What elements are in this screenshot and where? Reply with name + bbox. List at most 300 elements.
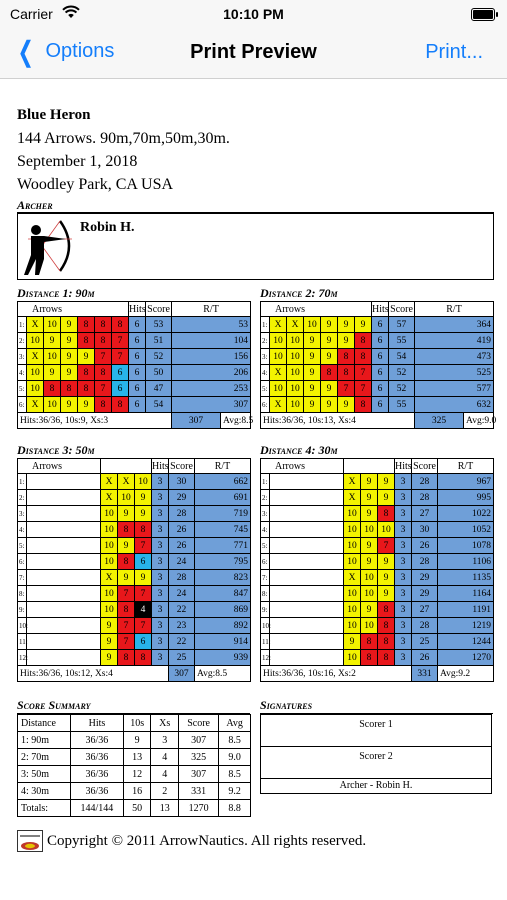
end-spacer (270, 634, 344, 650)
end-score: 29 (412, 570, 438, 586)
end-hits: 3 (395, 650, 412, 666)
end-number: 9: (261, 602, 270, 618)
arrow-score-cell[interactable]: 9 (321, 397, 338, 413)
summary-cell: 13 (123, 749, 151, 766)
arrow-score-cell[interactable]: 9 (321, 317, 338, 333)
arrow-score-cell[interactable]: 8 (118, 602, 135, 618)
arrow-score-cell[interactable]: 7 (355, 365, 372, 381)
scorecard-header-row (18, 302, 251, 317)
arrow-score-cell[interactable]: X (344, 570, 361, 586)
end-number: 4: (261, 522, 270, 538)
archer-signature[interactable]: Archer - Robin H. (261, 779, 492, 794)
arrow-score-cell[interactable]: 10 (270, 381, 287, 397)
arrow-score-cell[interactable]: 6 (112, 365, 129, 381)
arrow-score-cell[interactable]: 9 (101, 618, 118, 634)
end-spacer (27, 586, 101, 602)
arrow-score-cell[interactable]: 9 (344, 634, 361, 650)
end-number: 3: (18, 349, 27, 365)
arrow-score-cell[interactable]: 10 (344, 522, 361, 538)
arrow-score-cell[interactable]: X (27, 317, 44, 333)
end-hits: 6 (372, 317, 389, 333)
arrow-score-cell[interactable]: X (27, 349, 44, 365)
arrow-score-cell[interactable]: 7 (135, 586, 152, 602)
summary-cell: 9.0 (219, 749, 251, 766)
arrow-score-cell[interactable]: 9 (135, 490, 152, 506)
end-hits: 3 (395, 490, 412, 506)
clock: 10:10 PM (223, 6, 284, 22)
print-button[interactable]: Print... (425, 41, 483, 63)
arrow-score-cell[interactable]: 9 (361, 602, 378, 618)
arrow-score-cell[interactable]: 8 (338, 349, 355, 365)
arrow-score-cell[interactable]: X (344, 474, 361, 490)
end-number: 7: (261, 570, 270, 586)
arrow-score-cell[interactable]: 6 (135, 634, 152, 650)
arrow-score-cell[interactable]: 10 (135, 474, 152, 490)
summary-row (18, 783, 251, 800)
summary-cell: 36/36 (70, 766, 123, 783)
arrow-score-cell[interactable]: 10 (118, 490, 135, 506)
tournament-info (17, 104, 230, 196)
arrow-score-cell[interactable]: 8 (95, 365, 112, 381)
end-row (18, 618, 251, 634)
arrow-score-cell[interactable]: 7 (95, 349, 112, 365)
score-header: Score (147, 303, 170, 315)
arrow-score-cell[interactable]: 9 (361, 490, 378, 506)
end-spacer (27, 522, 101, 538)
arrow-score-cell[interactable]: 8 (135, 522, 152, 538)
arrow-score-cell[interactable]: 9 (78, 349, 95, 365)
end-number: 3: (261, 349, 270, 365)
arrow-score-cell[interactable]: 8 (378, 618, 395, 634)
arrow-score-cell[interactable]: 8 (378, 506, 395, 522)
arrow-score-cell[interactable]: X (270, 397, 287, 413)
arrow-score-cell[interactable]: 9 (78, 397, 95, 413)
arrow-score-cell[interactable]: 10 (378, 522, 395, 538)
score-header: Score (390, 303, 413, 315)
arrow-score-cell[interactable]: 10 (270, 349, 287, 365)
arrow-score-cell[interactable]: 10 (287, 333, 304, 349)
summary-cell: 12 (123, 766, 151, 783)
end-hits: 3 (152, 522, 169, 538)
summary-cell: 4 (151, 766, 179, 783)
arrows-header-spacer (101, 459, 152, 474)
arrow-score-cell[interactable]: 9 (61, 365, 78, 381)
end-spacer (27, 650, 101, 666)
arrow-score-cell[interactable]: 7 (118, 618, 135, 634)
end-score: 54 (389, 349, 415, 365)
summary-cell: 36/36 (70, 749, 123, 766)
arrow-score-cell[interactable]: 8 (118, 650, 135, 666)
arrow-score-cell[interactable]: 9 (304, 365, 321, 381)
summary-cell: 2 (151, 783, 179, 800)
scorecard-header-row (261, 459, 494, 474)
arrow-score-cell[interactable]: 9 (101, 634, 118, 650)
arrow-score-cell[interactable]: 7 (135, 618, 152, 634)
end-row (18, 490, 251, 506)
end-number: 5: (261, 381, 270, 397)
scorecard-average: Avg:8.5 (221, 413, 251, 429)
end-row (261, 317, 494, 333)
arrow-score-cell[interactable]: X (344, 490, 361, 506)
arrow-score-cell[interactable]: 9 (61, 317, 78, 333)
arrow-score-cell[interactable]: 10 (27, 381, 44, 397)
end-row (18, 570, 251, 586)
arrow-score-cell[interactable]: 8 (95, 317, 112, 333)
summary-cell: 4: 30m (18, 783, 71, 800)
end-score: 51 (146, 333, 172, 349)
running-total: 104 (172, 333, 251, 349)
end-hits: 6 (129, 397, 146, 413)
arrow-score-cell[interactable]: 9 (378, 474, 395, 490)
end-number: 7: (18, 570, 27, 586)
end-number: 2: (261, 333, 270, 349)
running-total: 1164 (438, 586, 494, 602)
arrow-score-cell[interactable]: 10 (344, 506, 361, 522)
end-score: 55 (389, 333, 415, 349)
arrow-score-cell[interactable]: 9 (44, 365, 61, 381)
arrow-score-cell[interactable]: 10 (344, 602, 361, 618)
arrow-score-cell[interactable]: 10 (361, 570, 378, 586)
arrow-score-cell[interactable]: 10 (101, 586, 118, 602)
summary-cell: 9 (123, 732, 151, 749)
end-hits: 3 (152, 538, 169, 554)
end-hits: 3 (395, 586, 412, 602)
end-row (261, 474, 494, 490)
arrow-score-cell[interactable]: 8 (95, 397, 112, 413)
arrow-score-cell[interactable]: 7 (112, 349, 129, 365)
arrow-score-cell[interactable]: 10 (101, 506, 118, 522)
score-header: Score (170, 460, 193, 472)
arrow-score-cell[interactable]: 9 (304, 381, 321, 397)
arrow-score-cell[interactable]: 6 (112, 381, 129, 397)
arrow-score-cell[interactable]: 8 (112, 317, 129, 333)
arrows-header: Arrows (261, 459, 344, 474)
summary-column-header: Xs (151, 715, 179, 732)
end-spacer (270, 490, 344, 506)
end-score: 28 (412, 618, 438, 634)
arrow-score-cell[interactable]: 8 (78, 333, 95, 349)
arrow-score-cell[interactable]: 8 (118, 522, 135, 538)
arrow-score-cell[interactable]: 10 (287, 381, 304, 397)
summary-column-header: Avg (219, 715, 251, 732)
arrow-score-cell[interactable]: 9 (44, 333, 61, 349)
arrow-score-cell[interactable]: 9 (361, 474, 378, 490)
arrow-score-cell[interactable]: 9 (321, 333, 338, 349)
end-hits: 6 (372, 397, 389, 413)
arrow-score-cell[interactable]: 9 (361, 506, 378, 522)
arrow-score-cell[interactable]: 10 (27, 333, 44, 349)
end-number: 6: (18, 397, 27, 413)
summary-row (18, 732, 251, 749)
hits-header: Hits (152, 460, 169, 472)
arrow-score-cell[interactable]: 9 (361, 554, 378, 570)
end-score: 22 (169, 634, 195, 650)
arrow-score-cell[interactable]: 10 (361, 522, 378, 538)
end-hits: 6 (129, 333, 146, 349)
arrow-score-cell[interactable]: 9 (378, 554, 395, 570)
arrow-score-cell[interactable]: 10 (27, 365, 44, 381)
archer-silhouette-icon (22, 217, 74, 280)
summary-cell: 4 (151, 749, 179, 766)
arrow-score-cell[interactable]: 9 (135, 570, 152, 586)
summary-header-row (18, 715, 251, 732)
running-total-header: R/T (172, 302, 251, 317)
end-score: 28 (169, 506, 195, 522)
scorecard-footer-stats: Hits:36/36, 10s:12, Xs:4 (18, 666, 169, 682)
end-row (18, 602, 251, 618)
hits-header: Hits (395, 460, 412, 472)
summary-cell: 3: 50m (18, 766, 71, 783)
arrow-score-cell[interactable]: X (101, 570, 118, 586)
arrow-score-cell[interactable]: X (287, 317, 304, 333)
end-score: 23 (169, 618, 195, 634)
summary-cell: 36/36 (70, 732, 123, 749)
end-hits: 3 (152, 618, 169, 634)
summary-cell: 8.5 (219, 732, 251, 749)
arrow-score-cell[interactable]: 10 (344, 618, 361, 634)
summary-column-header: Score (178, 715, 218, 732)
status-bar (0, 0, 507, 30)
arrow-score-cell[interactable]: 8 (378, 602, 395, 618)
distance-4-scorecard (260, 458, 494, 682)
arrow-score-cell[interactable]: 10 (361, 618, 378, 634)
arrow-score-cell[interactable]: 9 (118, 506, 135, 522)
arrow-score-cell[interactable]: X (270, 365, 287, 381)
arrow-score-cell[interactable]: 9 (338, 397, 355, 413)
end-spacer (27, 602, 101, 618)
end-spacer (270, 538, 344, 554)
arrows-header: Arrows (261, 302, 372, 317)
arrow-score-cell[interactable]: 10 (344, 586, 361, 602)
end-spacer (27, 570, 101, 586)
end-row (18, 333, 251, 349)
distance-3-heading: Distance 3: 50m (17, 443, 250, 459)
arrow-score-cell[interactable]: 10 (44, 397, 61, 413)
arrow-score-cell[interactable]: 9 (378, 570, 395, 586)
arrownautics-logo (17, 830, 43, 852)
score-header: Score (413, 460, 436, 472)
arrow-score-cell[interactable]: 10 (287, 349, 304, 365)
arrow-score-cell[interactable]: 10 (101, 522, 118, 538)
end-score: 53 (146, 317, 172, 333)
running-total: 419 (415, 333, 494, 349)
arrow-score-cell[interactable]: 8 (355, 397, 372, 413)
arrow-score-cell[interactable]: 8 (361, 650, 378, 666)
arrow-score-cell[interactable]: 9 (304, 349, 321, 365)
end-spacer (270, 506, 344, 522)
end-number: 5: (261, 538, 270, 554)
distance-2-scorecard (260, 301, 497, 429)
summary-cell: 331 (178, 783, 218, 800)
arrow-score-cell[interactable]: 10 (270, 333, 287, 349)
end-row (18, 317, 251, 333)
arrow-score-cell[interactable]: 9 (118, 570, 135, 586)
arrow-score-cell[interactable]: 7 (378, 538, 395, 554)
end-row (261, 365, 494, 381)
end-row (261, 538, 494, 554)
running-total: 939 (195, 650, 251, 666)
end-score: 47 (146, 381, 172, 397)
end-number: 2: (18, 490, 27, 506)
summary-cell: 16 (123, 783, 151, 800)
running-total: 525 (415, 365, 494, 381)
arrow-score-cell[interactable]: 7 (95, 381, 112, 397)
arrow-score-cell[interactable]: 9 (304, 333, 321, 349)
end-score: 50 (146, 365, 172, 381)
end-score: 28 (412, 474, 438, 490)
end-row (261, 650, 494, 666)
arrow-score-cell[interactable]: 8 (338, 365, 355, 381)
running-total: 745 (195, 522, 251, 538)
arrow-score-cell[interactable]: 7 (112, 333, 129, 349)
running-total: 823 (195, 570, 251, 586)
end-row (18, 522, 251, 538)
arrow-score-cell[interactable]: 10 (101, 602, 118, 618)
arrow-score-cell[interactable]: 10 (361, 586, 378, 602)
summary-cell: 1270 (178, 800, 218, 817)
end-hits: 3 (152, 586, 169, 602)
arrow-score-cell[interactable]: 8 (78, 365, 95, 381)
round-description: 144 Arrows. 90m,70m,50m,30m. (17, 130, 230, 147)
end-hits: 6 (129, 317, 146, 333)
arrow-score-cell[interactable]: X (270, 317, 287, 333)
end-row (261, 397, 494, 413)
end-score: 29 (412, 586, 438, 602)
scorecard-average: Avg:9.0 (464, 413, 494, 429)
end-spacer (270, 602, 344, 618)
end-hits: 3 (395, 474, 412, 490)
arrow-score-cell[interactable]: X (27, 397, 44, 413)
arrow-score-cell[interactable]: X (118, 474, 135, 490)
arrow-score-cell[interactable]: 10 (44, 317, 61, 333)
arrow-score-cell[interactable]: X (101, 474, 118, 490)
scorecard-total: 325 (415, 413, 464, 429)
arrow-score-cell[interactable]: 10 (101, 554, 118, 570)
arrow-score-cell[interactable]: X (101, 490, 118, 506)
arrow-score-cell[interactable]: 9 (61, 333, 78, 349)
arrow-score-cell[interactable]: 7 (118, 586, 135, 602)
arrow-score-cell[interactable]: 7 (338, 381, 355, 397)
end-score: 26 (412, 650, 438, 666)
arrow-score-cell[interactable]: 9 (321, 381, 338, 397)
end-hits: 6 (372, 349, 389, 365)
scorecard-header-row (18, 459, 251, 474)
arrow-score-cell[interactable]: 7 (118, 634, 135, 650)
arrow-score-cell[interactable]: 10 (344, 554, 361, 570)
hits-header: Hits (372, 303, 389, 315)
arrow-score-cell[interactable]: 8 (118, 554, 135, 570)
end-row (261, 634, 494, 650)
arrow-score-cell[interactable]: 8 (95, 333, 112, 349)
round-name: Blue Heron (17, 107, 91, 123)
arrow-score-cell[interactable]: 8 (355, 349, 372, 365)
arrow-score-cell[interactable]: 9 (304, 397, 321, 413)
end-number: 3: (18, 506, 27, 522)
arrow-score-cell[interactable]: 10 (287, 397, 304, 413)
end-number: 11: (261, 634, 270, 650)
end-row (18, 650, 251, 666)
scorer-2-signature[interactable]: Scorer 2 (261, 747, 492, 779)
arrow-score-cell[interactable]: 9 (118, 538, 135, 554)
end-row (18, 365, 251, 381)
arrow-score-cell[interactable]: 9 (355, 317, 372, 333)
running-total: 847 (195, 586, 251, 602)
arrow-score-cell[interactable]: 4 (135, 602, 152, 618)
arrow-score-cell[interactable]: 10 (304, 317, 321, 333)
arrow-score-cell[interactable]: 10 (287, 365, 304, 381)
arrow-score-cell[interactable]: 10 (344, 538, 361, 554)
arrow-score-cell[interactable]: 9 (378, 586, 395, 602)
summary-cell: 144/144 (70, 800, 123, 817)
arrow-score-cell[interactable]: 8 (378, 634, 395, 650)
arrow-score-cell[interactable]: 8 (78, 317, 95, 333)
arrow-score-cell[interactable]: 8 (361, 634, 378, 650)
arrow-score-cell[interactable]: 8 (112, 397, 129, 413)
arrow-score-cell[interactable]: 8 (78, 381, 95, 397)
arrow-score-cell[interactable]: 9 (378, 490, 395, 506)
running-total-header: R/T (195, 459, 251, 474)
end-score: 24 (169, 586, 195, 602)
back-button[interactable] (14, 35, 115, 67)
end-spacer (270, 618, 344, 634)
arrow-score-cell[interactable]: 9 (61, 349, 78, 365)
arrow-score-cell[interactable]: 10 (344, 650, 361, 666)
end-row (261, 602, 494, 618)
arrow-score-cell[interactable]: 8 (321, 365, 338, 381)
arrow-score-cell[interactable]: 9 (135, 506, 152, 522)
arrow-score-cell[interactable]: 8 (61, 381, 78, 397)
arrow-score-cell[interactable]: 6 (135, 554, 152, 570)
end-row (261, 586, 494, 602)
end-hits: 6 (129, 349, 146, 365)
running-total: 156 (172, 349, 251, 365)
running-total: 795 (195, 554, 251, 570)
end-number: 6: (261, 554, 270, 570)
summary-cell: 307 (178, 766, 218, 783)
end-hits: 3 (395, 634, 412, 650)
arrow-score-cell[interactable]: 9 (321, 349, 338, 365)
end-number: 8: (18, 586, 27, 602)
end-spacer (270, 650, 344, 666)
arrow-score-cell[interactable]: 8 (44, 381, 61, 397)
end-score: 55 (389, 397, 415, 413)
summary-cell: 3 (151, 732, 179, 749)
end-hits: 3 (395, 506, 412, 522)
arrow-score-cell[interactable]: 10 (101, 538, 118, 554)
arrow-score-cell[interactable]: 9 (101, 650, 118, 666)
arrow-score-cell[interactable]: 10 (44, 349, 61, 365)
round-location: Woodley Park, CA USA (17, 176, 174, 193)
arrow-score-cell[interactable]: 9 (338, 333, 355, 349)
arrow-score-cell[interactable]: 9 (338, 317, 355, 333)
arrow-score-cell[interactable]: 9 (61, 397, 78, 413)
arrow-score-cell[interactable]: 8 (378, 650, 395, 666)
end-row (18, 397, 251, 413)
arrow-score-cell[interactable]: 8 (135, 650, 152, 666)
scorer-1-signature[interactable]: Scorer 1 (261, 715, 492, 747)
end-number: 9: (18, 602, 27, 618)
end-spacer (270, 586, 344, 602)
running-total: 1106 (438, 554, 494, 570)
arrow-score-cell[interactable]: 7 (135, 538, 152, 554)
end-score: 52 (389, 365, 415, 381)
score-summary-table (17, 714, 251, 817)
end-score: 26 (412, 538, 438, 554)
arrow-score-cell[interactable]: 9 (361, 538, 378, 554)
distance-3-scorecard (17, 458, 251, 682)
arrow-score-cell[interactable]: 7 (355, 381, 372, 397)
arrow-score-cell[interactable]: 8 (355, 333, 372, 349)
